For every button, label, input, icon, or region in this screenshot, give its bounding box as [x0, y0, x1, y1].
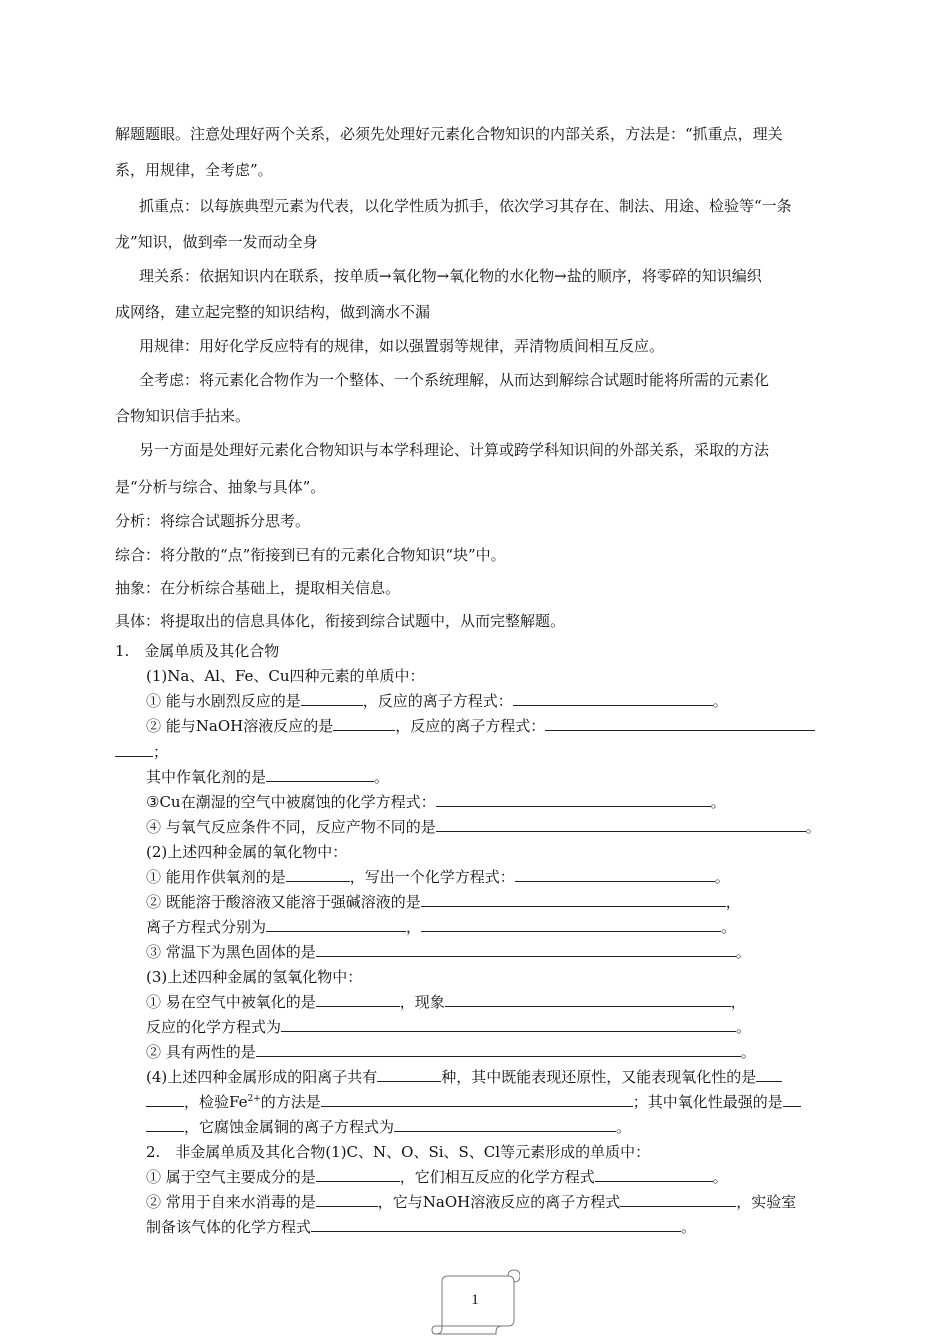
intro-line-1a: 解题题眼。注意处理好两个关系，必须先处理好元素化合物知识的内部关系，方法是：“抓重点，理关 — [115, 125, 783, 143]
answer-blank[interactable] — [445, 992, 731, 1007]
answer-blank[interactable] — [316, 1167, 400, 1182]
q1-s4: (4)上述四种金属形成的阳离子共有 种，其中既能表现还原性，又能表现氧化性的是 — [146, 1067, 782, 1087]
answer-blank[interactable] — [316, 942, 736, 957]
answer-blank[interactable] — [783, 1092, 801, 1107]
answer-blank[interactable] — [115, 742, 153, 757]
answer-blank[interactable] — [316, 992, 400, 1007]
page-number-scroll — [430, 1268, 520, 1340]
intro-line-5b: 合物知识信手拈来。 — [115, 407, 251, 425]
q1-s3-item1: ① 易在空气中被氧化的是 ，现象 ， — [146, 993, 746, 1011]
answer-blank[interactable] — [281, 1017, 736, 1032]
q1-s3-equation: 反应的化学方程式为 。 — [146, 1018, 752, 1036]
answer-blank[interactable] — [301, 691, 363, 706]
q1-s4-cont1: ，检验$Fe^{2+}$的方法是 ；其中氧化性最强的是 — [146, 1092, 801, 1112]
answer-blank[interactable] — [595, 1167, 713, 1182]
q1-s1-item1: ① 能与水剧烈反应的是 ，反应的离子方程式： 。 — [146, 692, 728, 710]
intro-line-6a: 另一方面是处理好元素化合物知识与本学科理论、计算或跨学科知识间的外部关系，采取的方法 — [139, 441, 770, 459]
intro-line-10: 具体：将提取出的信息具体化，衔接到综合试题中，从而完整解题。 — [115, 612, 566, 630]
q1-s1-oxidant: 其中作氧化剂的是 。 — [146, 768, 390, 786]
q1-s2-item3: ③ 常温下为黑色固体的是 。 — [146, 943, 751, 961]
q1-s2-item2: ② 既能溶于酸溶液又能溶于强碱溶液的是 ， — [146, 893, 741, 911]
q1-s3: (3)上述四种金属的氢氧化物中： — [146, 968, 363, 986]
intro-line-5a: 全考虑：将元素化合物作为一个整体、一个系统理解，从而达到解综合试题时能将所需的元素化 — [139, 371, 770, 389]
q2-s1-item1: ① 属于空气主要成分的是 ，它们相互反应的化学方程式 。 — [146, 1168, 728, 1186]
q1-s4-cont2: ，它腐蚀金属铜的离子方程式为 。 — [146, 1117, 631, 1137]
answer-blank[interactable] — [286, 867, 350, 882]
answer-blank[interactable] — [146, 1117, 184, 1132]
answer-blank[interactable] — [620, 1192, 736, 1207]
answer-blank[interactable] — [321, 1092, 633, 1107]
q1-s2-ionic: 离子方程式分别为 ， 。 — [146, 918, 737, 936]
intro-line-1b: 系，用规律，全考虑”。 — [115, 161, 273, 179]
answer-blank[interactable] — [333, 716, 395, 731]
q1-s1: (1)Na、Al、Fe、Cu四种元素的单质中： — [146, 667, 425, 685]
answer-blank[interactable] — [513, 691, 713, 706]
answer-blank[interactable] — [756, 1067, 782, 1082]
q1-s1-item4: ④ 与氧气反应条件不同，反应产物不同的是 。 — [146, 818, 821, 836]
q2-title: 2. 非金属单质及其化合物(1)C、N、O、Si、S、Cl等元素形成的单质中： — [146, 1143, 651, 1161]
answer-blank[interactable] — [256, 1042, 741, 1057]
answer-blank[interactable] — [515, 867, 715, 882]
answer-blank[interactable] — [421, 917, 721, 932]
answer-blank[interactable] — [311, 1217, 681, 1232]
answer-blank[interactable] — [377, 1067, 441, 1082]
q1-s2: (2)上述四种金属的氧化物中： — [146, 843, 348, 861]
q2-s1-item2: ② 常用于自来水消毒的是 ，它与NaOH溶液反应的离子方程式 ，实验室 — [146, 1193, 797, 1211]
answer-blank[interactable] — [266, 917, 406, 932]
q2-s1-item2-cont: 制备该气体的化学方程式 。 — [146, 1218, 697, 1236]
answer-blank[interactable] — [316, 1192, 378, 1207]
answer-blank[interactable] — [436, 817, 806, 832]
intro-line-3a: 理关系：依据知识内在联系，按单质→氧化物→氧化物的水化物→盐的顺序，将零碎的知识编织 — [139, 267, 762, 285]
intro-line-9: 抽象：在分析综合基础上，提取相关信息。 — [115, 579, 401, 597]
answer-blank[interactable] — [545, 716, 815, 731]
intro-line-2b: 龙”知识，做到牵一发而动全身 — [115, 233, 318, 251]
q1-s1-item3: ③Cu在潮湿的空气中被腐蚀的化学方程式： 。 — [146, 793, 726, 811]
intro-line-4: 用规律：用好化学反应特有的规律，如以强置弱等规律，弄清物质间相互反应。 — [139, 337, 665, 355]
q1-s2-item1: ① 能用作供氧剂的是 ，写出一个化学方程式： 。 — [146, 868, 730, 886]
intro-line-3b: 成网络，建立起完整的知识结构，做到滴水不漏 — [115, 303, 431, 321]
intro-line-2a: 抓重点：以每族典型元素为代表，以化学性质为抓手，依次学习其存在、制法、用途、检验等“一条 — [139, 197, 792, 215]
q1-s1-item2-cont: ； — [115, 742, 168, 762]
answer-blank[interactable] — [436, 792, 711, 807]
answer-blank[interactable] — [394, 1117, 616, 1132]
intro-line-7: 分析：将综合试题拆分思考。 — [115, 512, 311, 530]
answer-blank[interactable] — [146, 1092, 184, 1107]
page-number: 1 — [471, 1292, 479, 1308]
q1-s1-item2: ② 能与NaOH溶液反应的是 ，反应的离子方程式： — [146, 716, 815, 736]
q1-title: 1. 金属单质及其化合物 — [115, 642, 280, 660]
q1-s3-item2: ② 具有两性的是 。 — [146, 1043, 756, 1061]
answer-blank[interactable] — [421, 892, 726, 907]
intro-line-8: 综合：将分散的“点”衔接到已有的元素化合物知识“块”中。 — [115, 546, 506, 564]
intro-line-6b: 是“分析与综合、抽象与具体”。 — [115, 478, 326, 496]
answer-blank[interactable] — [266, 767, 374, 782]
